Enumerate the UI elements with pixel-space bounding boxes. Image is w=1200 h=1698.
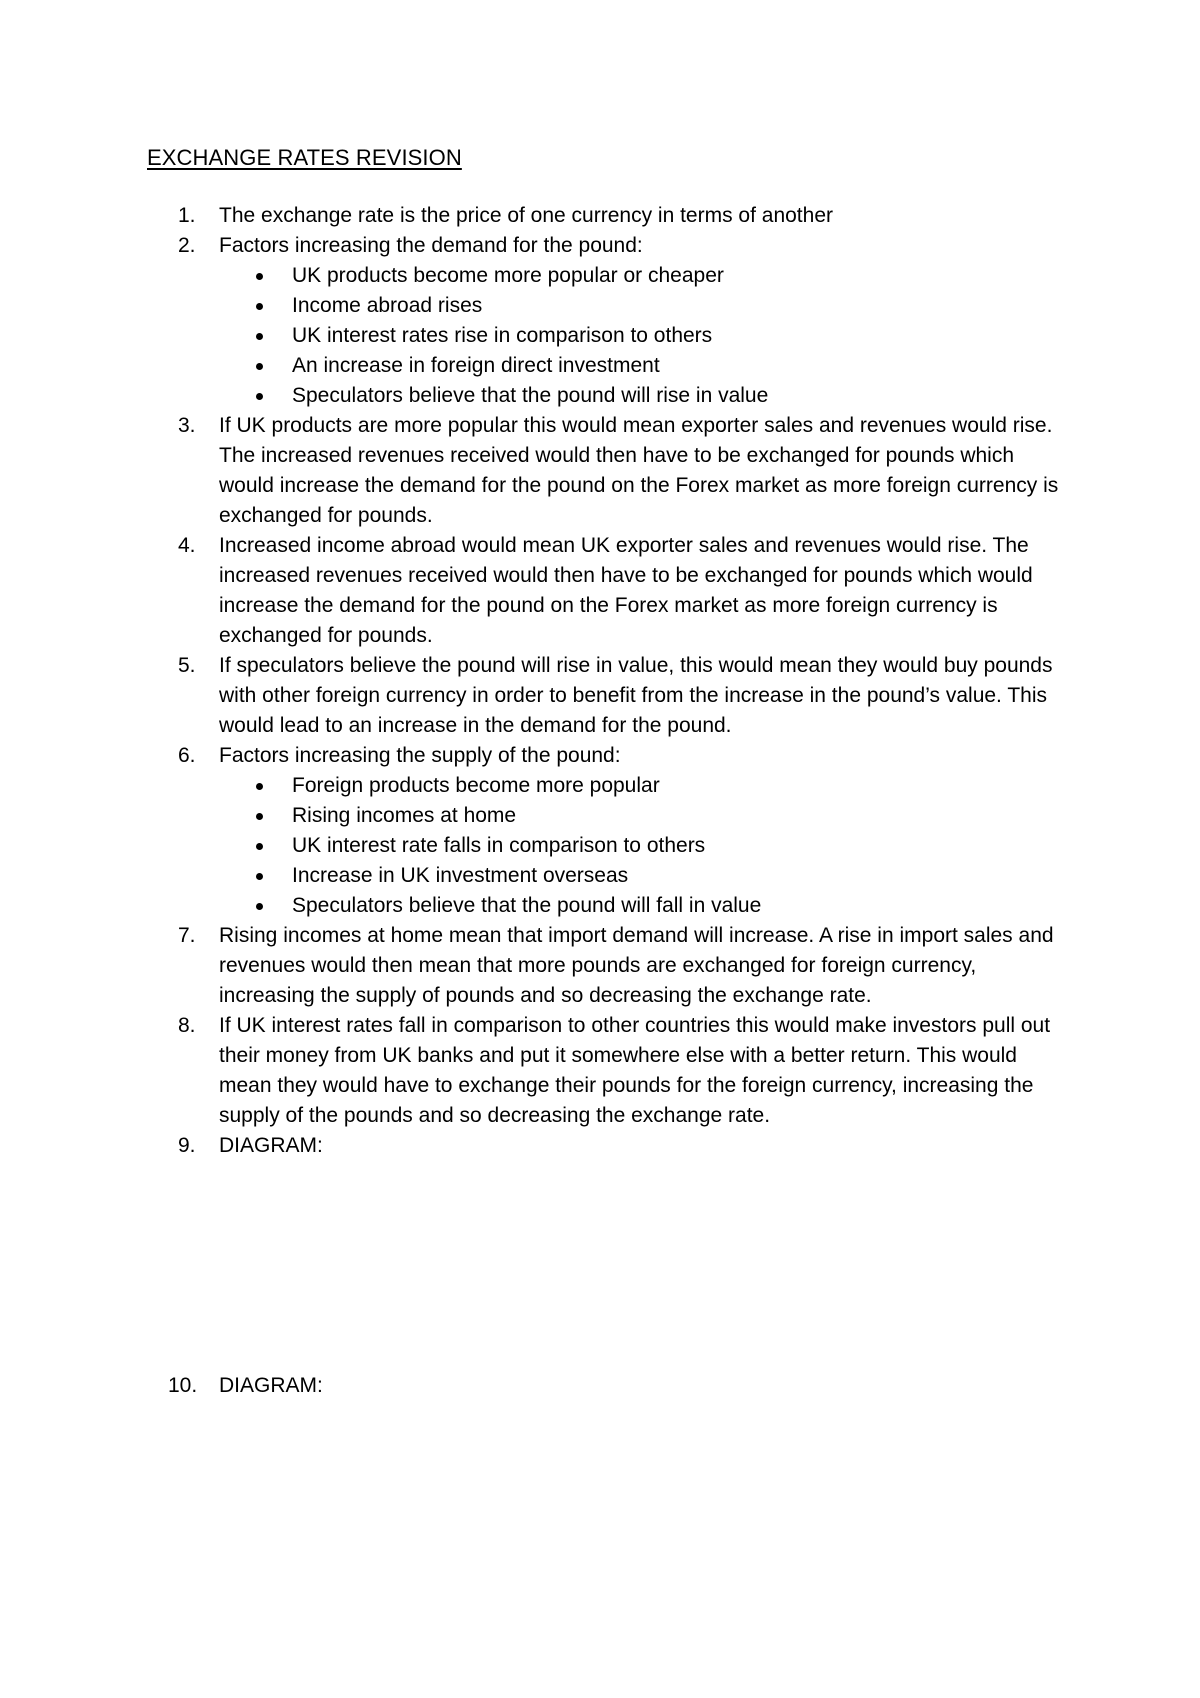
bullet-icon (256, 363, 263, 370)
list-item (0, 531, 1200, 651)
bullet-item (219, 261, 1070, 291)
item-number: 2. (178, 234, 196, 257)
bullet-icon (256, 303, 263, 310)
item-text: The exchange rate is the price of one currency in terms of another (219, 204, 833, 227)
item-number: 9. (178, 1134, 196, 1157)
list-item (0, 1131, 1200, 1371)
item-text: Rising incomes at home mean that import demand will increase. A rise in import sales and revenues would then mean that more pounds are exchanged for foreign currency, increasing the supply of pounds and so decreasing the exchange rate. (219, 924, 1054, 1007)
list-item (0, 231, 1200, 411)
item-text: DIAGRAM: (219, 1134, 323, 1157)
bullet-icon (256, 873, 263, 880)
item-number: 10. (168, 1374, 198, 1397)
bullet-icon (256, 393, 263, 400)
bullet-item (219, 351, 1070, 381)
list-item (0, 201, 1200, 231)
item-number: 5. (178, 654, 196, 677)
bullet-text: Rising incomes at home (292, 804, 517, 827)
item-text: If UK interest rates fall in comparison to other countries this would make investors pull out their money from UK banks and put it somewhere else with a better return. This would mean they would have to exchange their pounds for the foreign currency, increasing the supply of the pounds and so decreasing the exchange rate. (219, 1014, 1051, 1127)
bullet-item (219, 381, 1070, 411)
bullet-list (219, 771, 1070, 921)
item-number: 8. (178, 1014, 196, 1037)
bullet-text: An increase in foreign direct investment (292, 354, 660, 377)
revision-list (0, 201, 1200, 1401)
bullet-item (219, 321, 1070, 351)
item-text: If speculators believe the pound will rise in value, this would mean they would buy pounds with other foreign currency in order to benefit from the increase in the pound’s value. This would lead to an increase in the demand for the pound. (219, 654, 1053, 737)
item-number: 4. (178, 534, 196, 557)
diagram-space (219, 1161, 1070, 1371)
bullet-text: Increase in UK investment overseas (292, 864, 629, 887)
bullet-text: Income abroad rises (292, 294, 483, 317)
bullet-item (219, 861, 1070, 891)
bullet-item (219, 831, 1070, 861)
bullet-item (219, 891, 1070, 921)
list-item (0, 741, 1200, 921)
item-number: 6. (178, 744, 196, 767)
item-number: 1. (178, 204, 196, 227)
document-title: EXCHANGE RATES REVISION (147, 145, 462, 170)
bullet-item (219, 801, 1070, 831)
item-text: Increased income abroad would mean UK exporter sales and revenues would rise. The increased revenues received would then have to be exchanged for pounds which would increase the demand for the pound on the Forex market as more foreign currency is exchanged for pounds. (219, 534, 1033, 647)
list-item (0, 1011, 1200, 1131)
bullet-text: UK interest rates rise in comparison to others (292, 324, 713, 347)
bullet-icon (256, 333, 263, 340)
list-item (0, 411, 1200, 531)
bullet-list (219, 261, 1070, 411)
bullet-item (219, 291, 1070, 321)
bullet-text: Foreign products become more popular (292, 774, 660, 797)
item-text: DIAGRAM: (219, 1374, 323, 1397)
bullet-icon (256, 783, 263, 790)
item-text: If UK products are more popular this would mean exporter sales and revenues would rise. The increased revenues received would then have to be exchanged for pounds which would increase the demand for the pound on the Forex market as more foreign currency is exchanged for pounds. (219, 414, 1059, 527)
bullet-text: Speculators believe that the pound will fall in value (292, 894, 762, 917)
bullet-icon (256, 813, 263, 820)
item-number: 7. (178, 924, 196, 947)
bullet-text: UK interest rate falls in comparison to others (292, 834, 706, 857)
item-text: Factors increasing the demand for the pound: (219, 234, 643, 257)
item-number: 3. (178, 414, 196, 437)
list-item (0, 1371, 1200, 1401)
bullet-icon (256, 843, 263, 850)
bullet-text: Speculators believe that the pound will rise in value (292, 384, 769, 407)
bullet-icon (256, 273, 263, 280)
item-text: Factors increasing the supply of the pound: (219, 744, 621, 767)
bullet-text: UK products become more popular or cheaper (292, 264, 724, 287)
bullet-item (219, 771, 1070, 801)
list-item (0, 921, 1200, 1011)
list-item (0, 651, 1200, 741)
bullet-icon (256, 903, 263, 910)
